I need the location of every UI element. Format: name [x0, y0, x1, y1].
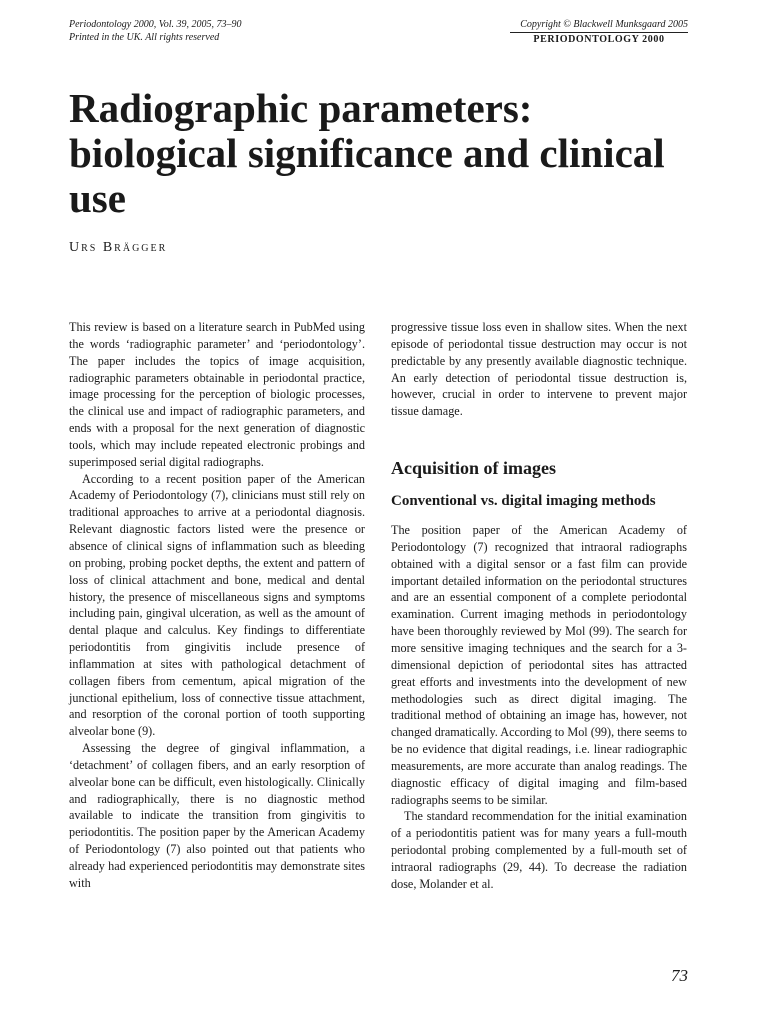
left-column	[69, 319, 365, 892]
running-header-right	[510, 18, 688, 45]
abstract-paragraph: This review is based on a literature search in PubMed using the words ‘radiographic parameter’ and ‘periodontology’. The paper includes the topics of image acquisition, radiographic parameters obtainable in periodontal practice, image processing for the perception of biologic processes, the clinical use and impact of radiographic parameters, and ends with a proposal for the next generation of diagnostic tools, which may include repeated electronic probings and superimposed serial digital radiographs.	[69, 320, 365, 469]
subsection-heading: Conventional vs. digital imaging methods	[391, 493, 656, 510]
journal-name: PERIODONTOLOGY 2000	[510, 32, 688, 45]
body-paragraph: According to a recent position paper of the American Academy of Periodontology (7), clinicians must still rely on traditional approaches to arrive at a periodontal diagnosis. Relevant diagnostic factors listed were the presence or absence of clinical signs of inflammation such as bleeding on probing, probing pocket depths, the extent and pattern of loss of clinical attachment and bone, medical and dental history, the presence of miscellaneous signs and symptoms including pain, gingival ulceration, as well as the amount of dental plaque and calculus. Key findings to differentiate periodontitis from gingivitis include presence of inflammation at sites with pathological detachment of collagen fibers from cementum, apical migration of the junctional epithelium, loss of connective tissue attachment, and resorption of the coronal portion of tooth supporting alveolar bone (9).	[69, 471, 365, 739]
section-heading: Acquisition of images	[391, 458, 557, 479]
body-paragraph: The standard recommendation for the initial examination of a periodontitis patient was for many years a full-mouth periodontal probing complemented by a full-mouth set of intraoral radiographs (29, 44). To decrease the radiation dose, Molander et al.	[391, 809, 687, 891]
print-info: Printed in the UK. All rights reserved	[69, 32, 220, 43]
body-paragraph: The position paper of the American Academy of Periodontology (7) recognized that intraoral radiographs obtained with a digital sensor or a fast film can provide important detailed information on the periodontal structures and are an essential component of a complete periodontal examination. Current imaging methods in periodontology have been thoroughly reviewed by Mol (99). The search for more sensitive imaging techniques and the search for a 3-dimensional depiction of periodontal sites has attracted great efforts and investments into the development of new methodologies such as direct digital imaging. The traditional method of obtaining an image has, however, not changed dramatically. According to Mol (99), there seems to be no evidence that digital readings, i.e. linear radiographic measurements, are more accurate than analog readings. The diagnostic efficacy of digital imaging and film-based radiographs seems to be similar.	[391, 523, 687, 807]
page-number: 73	[671, 966, 688, 985]
body-paragraph: progressive tissue loss even in shallow sites. When the next episode of periodontal tissue destruction may occur is not predictable by any presently available diagnostic technique. An early detection of periodontal tissue destruction is, however, crucial in order to intervene to prevent major tissue damage.	[391, 320, 687, 419]
right-column	[391, 319, 687, 893]
body-paragraph: Assessing the degree of gingival inflammation, a ‘detachment’ of collagen fibers, and an early resorption of alveolar bone can be difficult, even histologically. Clinically and radiographically, there is no diagnostic method available to indicate the transition from gingivitis to periodontitis. The position paper by the American Academy of Periodontology (7) also pointed out that patients who already had experienced periodontitis may demonstrate sites with	[69, 741, 365, 890]
author-name: Urs Brägger	[69, 240, 168, 255]
article-title: Radiographic parameters: biological significance and clinical use	[69, 85, 665, 221]
journal-info: Periodontology 2000, Vol. 39, 2005, 73–90	[69, 19, 242, 30]
running-header-left	[69, 18, 242, 44]
copyright-line: Copyright © Blackwell Munksgaard 2005	[520, 19, 688, 30]
